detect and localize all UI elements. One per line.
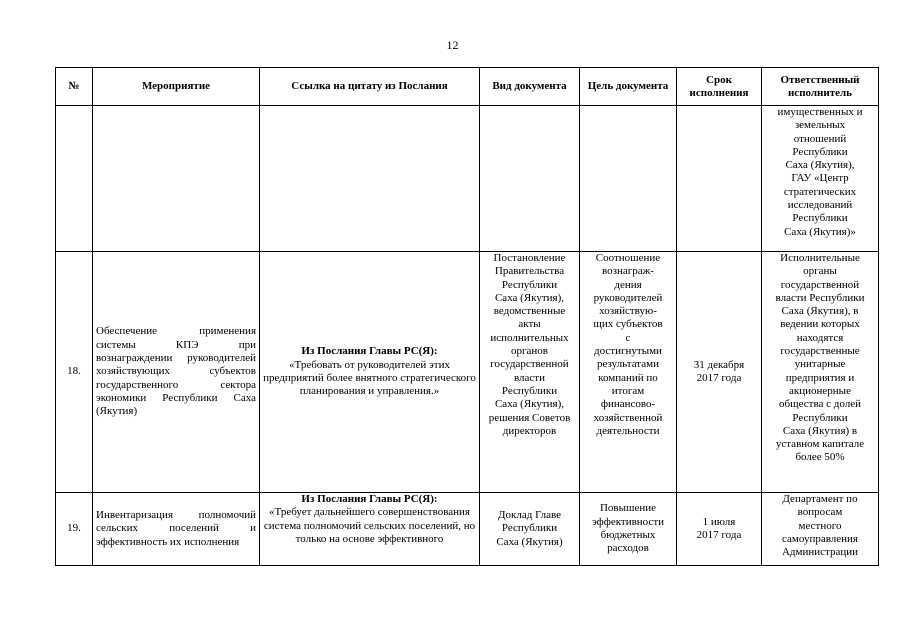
executor-line: государственной [780,278,860,291]
doc-line: ведомственные [493,305,566,318]
goal-line: руководителей [593,291,663,304]
doc-line: акты [518,318,541,331]
goal-line: компаний по [598,371,658,384]
executor-line: общества с долей [779,398,861,411]
cell-goal [580,106,677,252]
goal-line: достигнутыми [594,345,662,358]
cell-goal [580,493,677,566]
goal-line: деятельности [596,424,660,437]
action-plan-table [55,67,879,566]
cell-event: Инвентаризация полномочий сельских поселений и эффективность их исполнения [93,493,260,566]
goal-line: Соотношение [595,252,661,264]
cell-quote [260,252,480,493]
cell-event [93,106,260,252]
table-row-18 [56,252,879,493]
cell-doc-type [480,106,580,252]
quote-text: «Требовать от руководителей этих предприятий более внятного стратегического планирования и управления.» [263,358,476,398]
doc-line: решения Советов [488,411,571,424]
header-event: Мероприятие [93,68,260,106]
goal-line: расходов [607,542,649,555]
executor-line: предприятия и [785,371,855,384]
goal-line: хозяйственной [593,411,663,424]
executor-line: Исполнительные [780,252,860,264]
executor-line: стратегических [783,185,857,198]
doc-line: государственной [490,358,569,371]
cell-term [677,493,762,566]
header-quote: Ссылка на цитату из Послания [260,68,480,106]
cell-number: 19. [56,493,93,566]
executor-line: находятся [796,331,844,344]
doc-line: Саха (Якутия) [496,535,563,548]
executor-line: Саха (Якутия) в [782,424,858,437]
executor-line: местного [798,519,842,532]
cell-goal [580,252,677,493]
cell-term [677,252,762,493]
page-number: 12 [446,38,459,52]
executor-line: вопросам [797,506,843,519]
quote-heading: Из Послания Главы РС(Я): [301,493,438,505]
executor-line: Саха (Якутия), [785,159,855,172]
term-line: 2017 года [696,372,742,384]
goal-line: эффективности [591,515,665,528]
executor-line: самоуправления [782,532,858,545]
cell-executor [762,106,879,252]
doc-line: власти [514,371,545,384]
goal-line: бюджетных [600,529,656,541]
executor-line: акционерные [789,384,851,397]
goal-line: хозяйствую- [599,305,657,318]
executor-line: исследований [787,199,853,212]
executor-line: государственные [780,345,860,358]
goal-line: результатами [597,358,659,371]
doc-line: Республики [501,384,558,397]
doc-line: органов [511,345,548,358]
table-row-continuation [56,106,879,252]
cell-doc-type [480,252,580,493]
executor-line: земельных [794,119,846,132]
goal-line: итогам [611,384,645,397]
executor-line: власти Республики [775,291,865,304]
executor-line: имущественных и [777,106,863,118]
executor-line: Саха (Якутия), в [781,305,859,318]
cell-executor [762,252,879,493]
executor-line: Департамент по [782,493,858,505]
goal-line: дения [614,278,642,291]
goal-line: щих субъектов [593,318,663,331]
quote-text: «Требует дальнейшего совершенствования система полномочий сельских поселений, но только на основе эффективного [263,506,476,545]
doc-line: исполнительных [490,331,569,344]
cell-event: Обеспечение применения системы КПЭ при вознаграждении руководителей хозяйствующих субъектов государственного сектора экономики Республики Саха (Якутия) [93,252,260,493]
executor-line: органы [803,265,837,278]
doc-line: Саха (Якутия), [494,398,565,411]
cell-executor [762,493,879,566]
executor-line: Саха (Якутия)» [784,225,856,238]
executor-line: ГАУ «Центр [791,172,849,185]
header-executor: Ответственный исполнитель [762,68,879,106]
executor-line: Республики [792,411,848,424]
term-line: 1 июля [702,515,736,528]
executor-line: более 50% [795,451,845,464]
executor-line: Администрации [781,546,859,559]
doc-line: Республики [501,278,558,291]
executor-line: Республики [792,212,848,225]
table-row-19 [56,493,879,566]
header-number: № [56,68,93,106]
executor-line: отношений [793,132,847,145]
executor-line: унитарные [794,358,846,371]
header-term: Срок исполнения [677,68,762,106]
goal-line: Повышение [599,502,657,515]
cell-number [56,106,93,252]
cell-quote [260,493,480,566]
cell-term [677,106,762,252]
goal-line: финансово- [600,398,656,411]
term-line: 31 декабря [693,358,745,371]
cell-number: 18. [56,252,93,493]
executor-line: ведении которых [780,318,860,331]
header-doc-type: Вид документа [480,68,580,106]
quote-heading: Из Послания Главы РС(Я): [301,345,438,358]
cell-doc-type [480,493,580,566]
doc-line: Постановление [493,252,566,264]
doc-line: Правительства [494,265,565,278]
doc-line: директоров [502,424,557,437]
executor-line: Республики [792,145,848,158]
term-line: 2017 года [696,529,742,541]
header-goal: Цель документа [580,68,677,106]
executor-line: уставном капитале [775,438,865,451]
doc-line: Доклад Главе [498,509,561,522]
header-row [56,68,879,106]
goal-line: вознаграж- [602,265,654,278]
doc-line: Саха (Якутия), [494,291,565,304]
cell-quote [260,106,480,252]
doc-line: Республики [501,522,558,535]
goal-line: с [625,331,631,344]
